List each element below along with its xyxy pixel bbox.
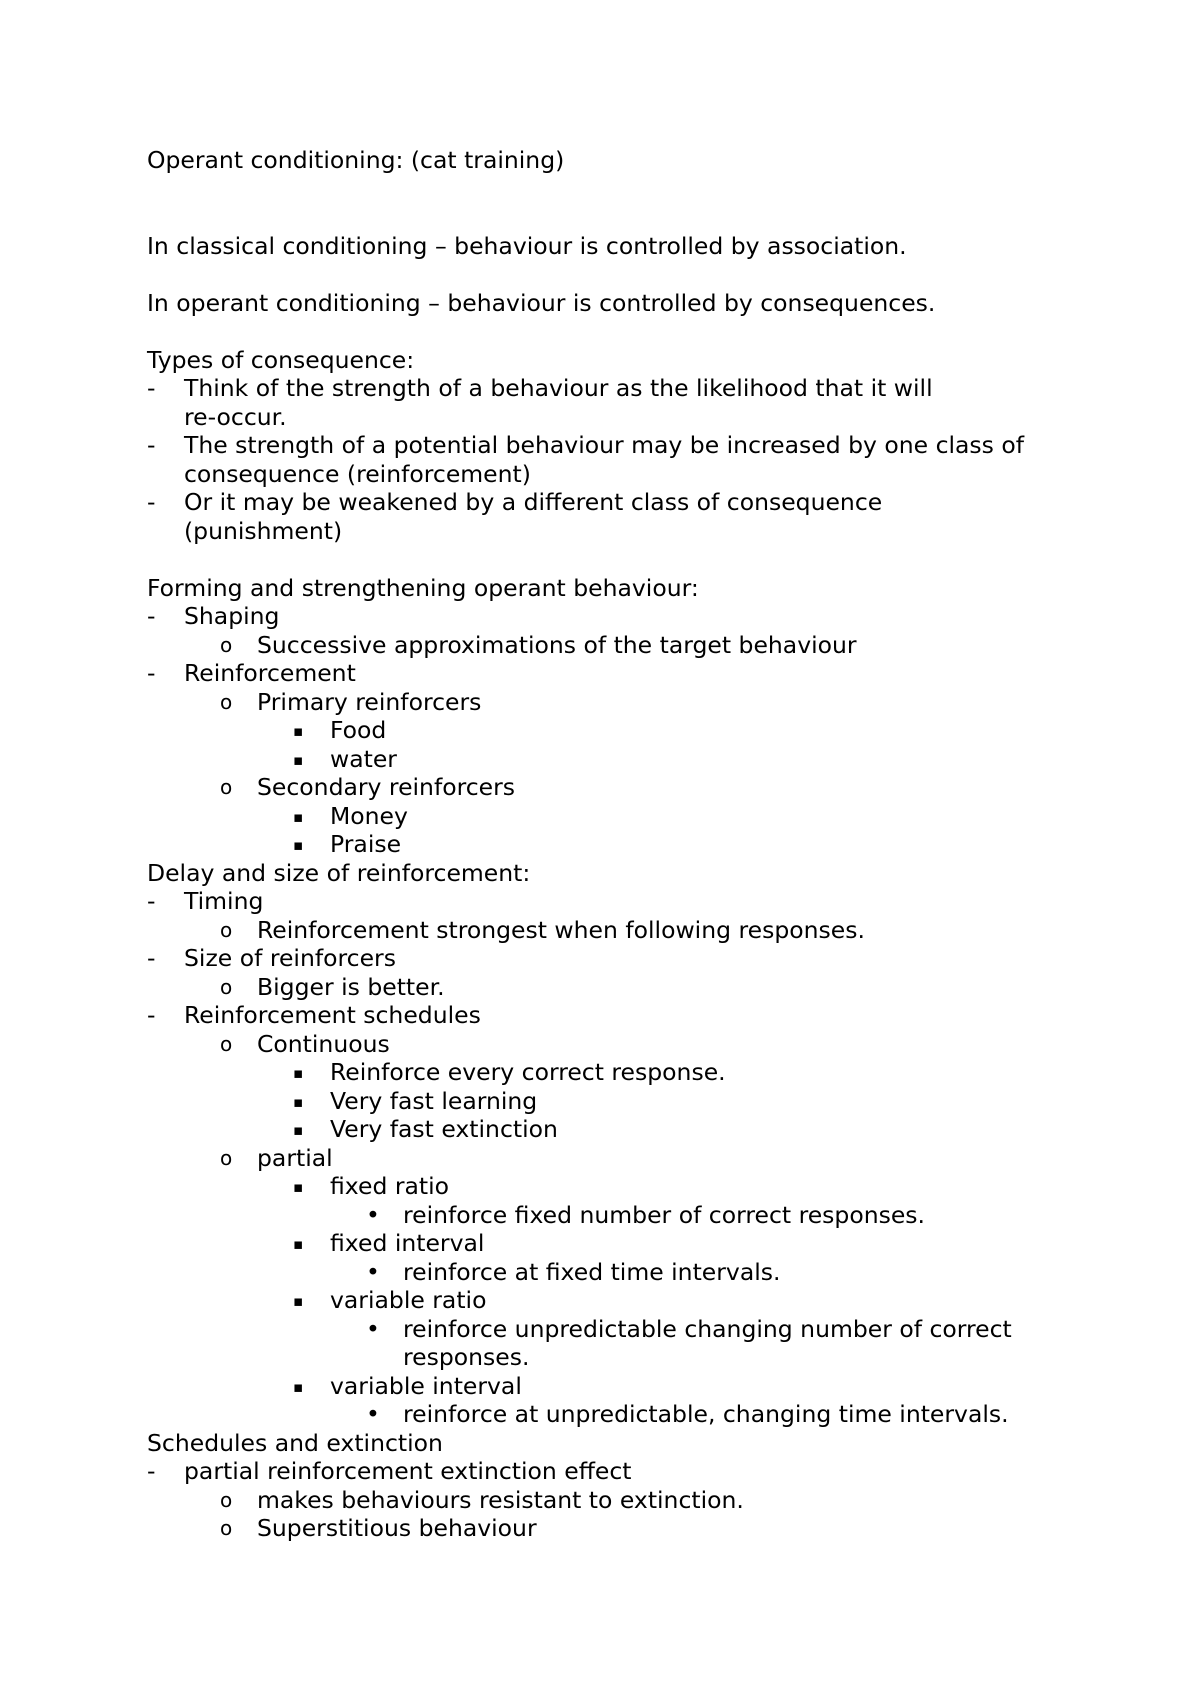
square-marker: ▪	[293, 1178, 304, 1196]
primary-reinforcers: Primary reinforcers	[257, 687, 482, 716]
variable-ratio-label: variable ratio	[330, 1286, 487, 1314]
shaping-detail: Successive approximations of the target behaviour	[257, 630, 857, 659]
timing-label: Timing	[184, 887, 264, 915]
square-marker: ▪	[293, 836, 304, 854]
dash-marker: -	[147, 659, 156, 687]
continuous-label: Continuous	[257, 1029, 390, 1058]
list-item	[147, 1486, 1077, 1515]
list-item	[147, 1087, 1077, 1116]
continuous-item-1: Reinforce every correct response.	[330, 1058, 726, 1086]
square-marker: ▪	[293, 1292, 304, 1310]
circle-marker: o	[220, 775, 233, 799]
circle-marker: o	[220, 1031, 233, 1056]
dash-marker: -	[147, 1457, 156, 1485]
list-item	[147, 374, 1077, 431]
list-item	[147, 1201, 1077, 1230]
types-heading: Types of consequence:	[147, 345, 415, 374]
list-item	[147, 944, 1077, 973]
list-item	[147, 830, 1077, 859]
secondary-reinforcers: Secondary reinforcers	[257, 773, 516, 801]
list-item	[147, 802, 1077, 831]
dash-marker: -	[147, 944, 156, 972]
forming-heading: Forming and strengthening operant behaviour:	[147, 573, 699, 602]
list-item	[147, 1001, 1077, 1030]
dash-marker: -	[147, 1001, 156, 1029]
bullet-marker: •	[366, 1257, 380, 1286]
list-item	[147, 745, 1077, 774]
extinction-effect-label: partial reinforcement extinction effect	[184, 1457, 632, 1485]
partial-label: partial	[257, 1143, 333, 1172]
shaping-label: Shaping	[184, 602, 280, 630]
primary-item-food: Food	[330, 716, 387, 744]
list-item	[147, 773, 1077, 802]
bullet-marker: •	[366, 1400, 380, 1428]
circle-marker: o	[220, 689, 233, 714]
circle-marker: o	[220, 632, 233, 657]
square-marker: ▪	[293, 750, 304, 769]
document-body	[147, 146, 1077, 1543]
list-item	[147, 631, 1077, 660]
circle-marker: o	[220, 917, 233, 942]
primary-item-water: water	[330, 744, 397, 773]
list-item	[147, 1172, 1077, 1201]
extinction-item-2: Superstitious behaviour	[257, 1514, 537, 1542]
dash-marker: -	[147, 602, 156, 630]
size-detail: Bigger is better.	[257, 972, 445, 1001]
list-item	[147, 916, 1077, 945]
list-item	[147, 1058, 1077, 1087]
intro-classical: In classical conditioning – behaviour is controlled by association.	[147, 231, 907, 260]
dash-marker: -	[147, 887, 156, 915]
square-marker: ▪	[293, 1377, 304, 1396]
list-item	[147, 1457, 1077, 1486]
square-marker: ▪	[293, 1235, 304, 1253]
timing-detail: Reinforcement strongest when following responses.	[257, 915, 865, 944]
fixed-ratio-detail: reinforce fixed number of correct responses.	[403, 1200, 926, 1229]
document-title: Operant conditioning: (cat training)	[147, 146, 565, 174]
fixed-interval-label: fixed interval	[330, 1229, 485, 1257]
dash-marker: -	[147, 431, 156, 459]
list-item	[147, 602, 1077, 631]
fixed-interval-detail: reinforce at fixed time intervals.	[403, 1257, 781, 1286]
extinction-item-1: makes behaviours resistant to extinction.	[257, 1485, 744, 1514]
list-item	[147, 1400, 1077, 1429]
list-item	[147, 488, 1077, 545]
list-item	[147, 1115, 1077, 1144]
intro-operant: In operant conditioning – behaviour is controlled by consequences.	[147, 288, 936, 317]
continuous-item-3: Very fast extinction	[330, 1115, 558, 1143]
square-marker: ▪	[293, 1064, 304, 1082]
list-item	[147, 887, 1077, 916]
secondary-item-praise: Praise	[330, 830, 402, 858]
list-item	[147, 716, 1077, 745]
list-item	[147, 1030, 1077, 1059]
fixed-ratio-label: fixed ratio	[330, 1172, 450, 1200]
list-item	[147, 973, 1077, 1002]
extinction-heading: Schedules and extinction	[147, 1428, 443, 1457]
continuous-item-2: Very fast learning	[330, 1086, 538, 1115]
square-marker: ▪	[293, 1121, 304, 1139]
list-item	[147, 1144, 1077, 1173]
size-label: Size of reinforcers	[184, 944, 396, 972]
square-marker: ▪	[293, 1092, 304, 1111]
variable-interval-detail: reinforce at unpredictable, changing time intervals.	[403, 1400, 1009, 1428]
square-marker: ▪	[293, 722, 304, 740]
types-item-1: Think of the strength of a behaviour as the likelihood that it will re-occur.	[184, 374, 933, 431]
variable-interval-label: variable interval	[330, 1371, 522, 1400]
list-item	[147, 659, 1077, 688]
circle-marker: o	[220, 974, 233, 999]
secondary-item-money: Money	[330, 801, 408, 830]
list-item	[147, 1372, 1077, 1401]
bullet-marker: •	[366, 1200, 380, 1229]
circle-marker: o	[220, 1145, 233, 1170]
types-item-2: The strength of a potential behaviour may be increased by one class of consequence (reinforcement)	[184, 431, 1025, 488]
list-item	[147, 1229, 1077, 1258]
list-item	[147, 1514, 1077, 1543]
schedules-label: Reinforcement schedules	[184, 1001, 481, 1029]
delay-heading: Delay and size of reinforcement:	[147, 858, 531, 887]
bullet-marker: •	[366, 1314, 380, 1343]
types-item-3: Or it may be weakened by a different class of consequence (punishment)	[184, 488, 883, 545]
list-item	[147, 1258, 1077, 1287]
circle-marker: o	[220, 1487, 233, 1512]
dash-marker: -	[147, 488, 156, 516]
list-item	[147, 1286, 1077, 1315]
list-item	[147, 431, 1077, 488]
list-item	[147, 1315, 1077, 1372]
list-item	[147, 688, 1077, 717]
circle-marker: o	[220, 1516, 233, 1540]
reinforcement-label: Reinforcement	[184, 659, 356, 687]
dash-marker: -	[147, 374, 156, 402]
variable-ratio-detail: reinforce unpredictable changing number of correct responses.	[403, 1314, 1012, 1371]
square-marker: ▪	[293, 807, 304, 826]
